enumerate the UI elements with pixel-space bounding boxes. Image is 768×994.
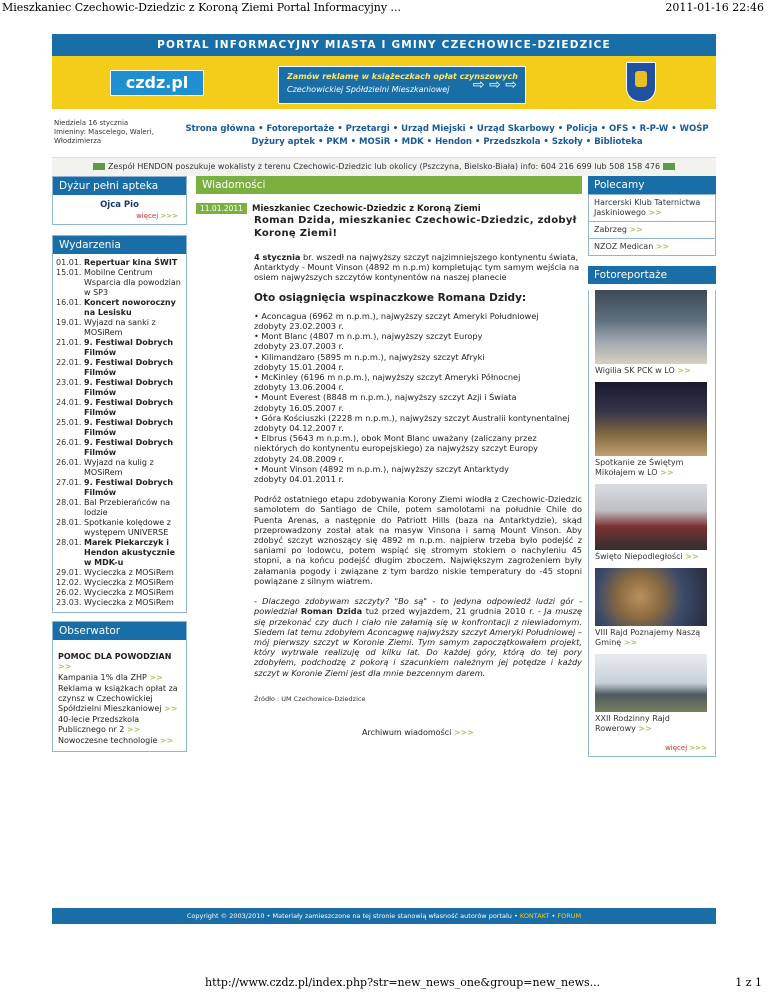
news-heading: Wiadomości <box>196 176 582 194</box>
footer <box>52 908 716 924</box>
event-item[interactable] <box>56 498 183 518</box>
nav-line-1[interactable]: Strona główna • Fotoreportaże • Przetargi • Urząd Miejski • Urząd Skarbowy • Policja • OFS • R-P-W • WOŚP <box>185 124 709 134</box>
event-title[interactable]: 9. Festiwal Dobrych Filmów <box>84 398 174 417</box>
arrow-icon: >> <box>655 242 670 251</box>
event-title[interactable]: Wyjazd na sanki z MOSiRem <box>84 318 156 337</box>
event-date: 01.01. <box>56 258 82 267</box>
print-header <box>0 0 768 16</box>
event-title[interactable]: Koncert noworoczny na Lesisku <box>84 298 176 317</box>
arrow-icon: >>> <box>689 744 707 752</box>
arrow-icon: >>> <box>453 727 474 737</box>
arrow-icon: >> <box>629 225 643 234</box>
observer-heading: Obserwator <box>53 622 186 640</box>
photo-caption-label: Wigilia SK PCK w LO <box>595 366 675 375</box>
photos-more-link[interactable] <box>589 744 715 752</box>
site <box>52 34 716 752</box>
footer-separator: • <box>549 912 558 920</box>
event-item[interactable] <box>56 398 183 418</box>
event-date: 28.01. <box>56 538 82 547</box>
achievement-line: zdobyty 23.02.2003 r. <box>254 321 344 332</box>
arrow-icon: >> <box>149 673 163 682</box>
event-item[interactable] <box>56 518 183 538</box>
arrow-icon: >> <box>58 662 72 671</box>
observer-item-label: Reklama w książkach opłat za czynsz w Czechowickiej Spółdzielni Mieszkaniowej <box>58 684 178 713</box>
event-item[interactable] <box>56 298 183 318</box>
nav-row <box>52 109 716 158</box>
article-date: 11.01.2011 <box>196 203 247 214</box>
achievement-line: • Góra Kościuszki (2228 m n.p.m.), najwyższy szczyt Australii kontynentalnej <box>254 412 570 423</box>
achievement-line: zdobyty 04.12.2007 r. <box>254 423 344 434</box>
more-label: więcej <box>136 212 159 220</box>
event-title[interactable]: Bal Przebierańców na lodzie <box>84 498 171 517</box>
achievement-line: • Mount Vinson (4892 m n.p.m.), najwyższy szczyt Antarktydy <box>254 463 510 474</box>
event-date: 24.01. <box>56 398 82 407</box>
photo-caption[interactable] <box>589 550 715 562</box>
photo-caption[interactable] <box>589 712 715 734</box>
achievement-line: • Mount Everest (8848 m n.p.m.), najwyższy szczyt Azji i Świata <box>254 392 517 403</box>
events-heading: Wydarzenia <box>53 236 186 254</box>
ticker-icon <box>663 163 675 170</box>
event-item[interactable] <box>56 338 183 358</box>
ad-banner[interactable] <box>278 66 526 104</box>
article-headline: Roman Dzida, mieszkaniec Czechowic-Dziedzic, zdobył Koronę Ziemi! <box>254 215 577 239</box>
date-block <box>54 119 164 146</box>
photo-caption-label: XXII Rodzinny Rajd Rowerowy <box>595 714 670 733</box>
nameday-line: Imieniny: Mascelego, Waleri, Włodzimierza <box>54 128 154 145</box>
event-item[interactable] <box>56 268 183 298</box>
banner <box>52 56 716 109</box>
copyright-text: Copyright © 2003/2010 • Materiały zamieszczone na tej stronie stanowią własność autorów portalu • <box>186 912 520 920</box>
photo-caption[interactable] <box>589 456 715 478</box>
photo-thumbnail[interactable] <box>595 568 707 626</box>
event-date: 29.01. <box>56 568 82 577</box>
print-title: Mieszkaniec Czechowic-Dziedzic z Koroną Ziemi Portal Informacyjny ... <box>2 1 402 14</box>
photo-caption[interactable] <box>589 364 715 376</box>
event-title[interactable]: Repertuar kina ŚWIT <box>84 258 178 267</box>
article-source: Źródło : UM Czechowice-Dziedzice <box>254 694 366 703</box>
article-paragraph: Podróż ostatniego etapu zdobywania Korony Ziemi wiodła z Czechowic-Dziedzic samolotem do Santiago de Chile, potem samolotami na południe Chile do Puenta Arenas, a następnie do Patriott Hills (baza na Antarktydzie), skąd przeprowadzony został atak na masyw Vinsona i samą Mount Vinson. Aby zdobyć szczyt wznoszący się 4892 m n.p.m. najpierw trzeba było podejść z saniami po lodowcu, potem wspiąć się stromym stokiem o nachyleniu 45 stopni, a na końcu podejść długim zboczem. Największym zagrożeniem były załamania pogody i związane z tym bardzo niskie temperatury do -45 stopni powiązane z silnym wiatrem. <box>254 494 582 586</box>
event-item[interactable] <box>56 578 183 588</box>
event-title[interactable]: Wycieczka z MOSiRem <box>84 568 174 577</box>
event-date: 26.02. <box>56 588 82 597</box>
right-column <box>588 176 716 757</box>
archive-label: Archiwum wiadomości <box>362 727 452 737</box>
event-title[interactable]: 9. Festiwal Dobrych Filmów <box>84 358 174 377</box>
recommended-label: Zabrzeg <box>594 225 627 234</box>
event-title[interactable]: Mobilne Centrum Wsparcia dla powodzian w SP3 <box>84 268 181 297</box>
event-title[interactable]: 9. Festiwal Dobrych Filmów <box>84 438 174 457</box>
lead-date: 4 stycznia <box>254 252 301 262</box>
event-item[interactable] <box>56 358 183 378</box>
observer-item-label: Nowoczesne technologie <box>58 736 158 745</box>
event-title[interactable]: Marek Piekarczyk i Hendon akustycznie w MDK-u <box>84 538 175 567</box>
achievement-line: • Mont Blanc (4807 m n.p.m.), najwyższy szczyt Europy <box>254 331 483 342</box>
article-body <box>196 214 582 738</box>
event-title[interactable]: 9. Festiwal Dobrych Filmów <box>84 338 174 357</box>
arrow-icons: ⇨ ⇨ ⇨ <box>472 77 517 93</box>
observer-item-label: POMOC DLA POWODZIAN <box>58 652 172 661</box>
event-date: 28.01. <box>56 498 82 507</box>
article-quote <box>254 596 582 678</box>
article-lead <box>254 252 582 283</box>
event-item[interactable] <box>56 588 183 598</box>
ticker-icon <box>93 163 105 170</box>
event-title[interactable]: Wycieczka z MOSiRem <box>84 588 174 597</box>
event-date: 26.01. <box>56 458 82 467</box>
photo-thumbnail[interactable] <box>595 290 707 364</box>
event-date: 28.01. <box>56 518 82 527</box>
event-item[interactable] <box>56 438 183 458</box>
achievement-line: zdobyty 04.01.2011 r. <box>254 474 344 485</box>
more-label: więcej <box>665 744 688 752</box>
date-line: Niedziela 16 stycznia <box>54 119 129 127</box>
arrow-icon: >> <box>648 208 662 217</box>
archive-link[interactable] <box>254 728 582 738</box>
print-url: http://www.czdz.pl/index.php?str=new_news_one&group=new_news... <box>205 976 601 989</box>
event-date: 19.01. <box>56 318 82 327</box>
event-item[interactable] <box>56 458 183 478</box>
achievement-line: zdobyty 16.05.2007 r. <box>254 402 344 413</box>
recommended-label: NZOZ Medican <box>594 242 654 251</box>
achievement-line: zdobyty 24.08.2009 r. <box>254 453 344 464</box>
event-title[interactable]: Wyjazd na kulig z MOSiRem <box>84 458 154 477</box>
arrow-icon: >> <box>159 736 174 745</box>
achievements-list <box>254 311 582 484</box>
site-logo[interactable]: czdz.pl <box>110 70 204 96</box>
arrow-icon: >> <box>677 366 691 375</box>
achievement-line: zdobyty 15.01.2004 r. <box>254 361 344 372</box>
observer-box <box>52 621 187 752</box>
event-item[interactable] <box>56 538 183 568</box>
portal-title: PORTAL INFORMACYJNY MIASTA I GMINY CZECHOWICE-DZIEDZICE <box>52 34 716 56</box>
main-column <box>196 176 582 737</box>
pharmacy-heading: Dyżur pełni apteka <box>53 177 186 195</box>
observer-list <box>53 640 186 751</box>
photo-thumbnail[interactable] <box>595 484 707 550</box>
achievements-heading: Oto osiągnięcia wspinaczkowe Romana Dzidy: <box>254 291 527 304</box>
event-date: 23.03. <box>56 598 82 607</box>
events-box <box>52 235 187 613</box>
event-date: 22.01. <box>56 358 82 367</box>
arrow-icon: >> <box>685 552 699 561</box>
pharmacy-name[interactable]: Ojca Pio <box>100 200 139 210</box>
event-date: 16.01. <box>56 298 82 307</box>
contact-link[interactable]: KONTAKT <box>519 912 550 920</box>
achievement-line: zdobyty 13.06.2004 r. <box>254 382 344 393</box>
photo-thumbnail[interactable] <box>595 382 707 456</box>
print-page: 1 z 1 <box>735 976 762 989</box>
photo-caption[interactable] <box>589 626 715 648</box>
left-column <box>52 176 187 752</box>
photos-heading: Fotoreportaże <box>588 266 716 284</box>
arrow-icon: >> <box>660 468 674 477</box>
event-date: 25.01. <box>56 418 82 427</box>
quote-name: Roman Dzida <box>300 606 363 617</box>
observer-item[interactable] <box>58 715 181 735</box>
ad-line1: Zamów reklamę w książeczkach opłat czynszowych <box>287 72 518 81</box>
event-title[interactable]: 9. Festiwal Dobrych Filmów <box>84 478 174 497</box>
observer-item-label: 40-lecie Przedszkola Publicznego nr 2 <box>58 715 140 734</box>
observer-item[interactable] <box>58 736 181 746</box>
photo-thumbnail[interactable] <box>595 654 707 712</box>
pharmacy-box <box>52 176 187 225</box>
photo-caption-label: Spotkanie ze Świętym Mikołajem w LO <box>595 458 684 477</box>
news-ticker <box>52 158 716 176</box>
arrow-icon: >>> <box>160 212 178 220</box>
nav-line-2[interactable]: Dyżury aptek • PKM • MOSiR • MDK • Hendon • Przedszkola • Szkoły • Biblioteka <box>251 137 643 147</box>
ad-line2: Czechowickiej Spółdzielni Mieszkaniowej <box>287 85 450 94</box>
achievement-line: • McKinley (6196 m n.p.m.), najwyższy szczyt Ameryki Północnej <box>254 372 521 383</box>
photo-list <box>588 290 716 757</box>
achievement-line: • Elbrus (5643 m n.p.m.), obok Mont Blanc uważany (zaliczany przez niektórych do kontynentu europejskiego) za najwyższy szczyt Europy <box>254 433 539 454</box>
event-item[interactable] <box>56 478 183 498</box>
recommended-item[interactable] <box>588 239 716 256</box>
event-date: 26.01. <box>56 438 82 447</box>
achievement-line: zdobyty 23.07.2003 r. <box>254 341 344 352</box>
event-date: 23.01. <box>56 378 82 387</box>
event-title[interactable]: Spotkanie kolędowe z występem UNIVERSE <box>84 518 171 537</box>
event-title[interactable]: 9. Festiwal Dobrych Filmów <box>84 418 174 437</box>
photo-caption-label: VIII Rajd Poznajemy Naszą Gminę <box>595 628 701 647</box>
arrow-icon: >> <box>126 725 141 734</box>
print-datetime: 2011-01-16 22:46 <box>665 1 764 14</box>
event-title[interactable]: Wycieczka z MOSiRem <box>84 598 174 607</box>
photo-caption-label: Święto Niepodległości <box>595 552 683 561</box>
event-title[interactable]: 9. Festiwal Dobrych Filmów <box>84 378 174 397</box>
event-item[interactable] <box>56 378 183 398</box>
event-date: 27.01. <box>56 478 82 487</box>
event-item[interactable] <box>56 598 183 608</box>
quote-text: - Ja muszę się przekonać czy duch i ciało nie załamią się w konfrontacji z niewiadomym. Siedem lat temu zdobyłem Aconcagwę najwyższy szczyt Ameryki Południowej – mój pierwszy szczyt w Koronie Ziemi. Tym samym zapoczątkowałem projekt, który wytrwale realizuję od kilku lat. Do każdej góry, którą do tej pory zdobyłem, podchodzę z pokorą i szacunkiem należnym jej potędze i każdy szczyt w Koronie Ziemi jest dla mnie bezcennym darem. <box>254 606 582 678</box>
quote-mid: tuż przed wyjazdem, 21 grudnia 2010 r. <box>362 606 538 617</box>
recommended-label: Harcerski Klub Taternictwa Jaskiniowego <box>594 198 701 217</box>
achievement-line: • Aconcagua (6962 m n.p.m.), najwyższy szczyt Ameryki Południowej <box>254 310 539 321</box>
coat-of-arms-icon <box>626 62 656 102</box>
pharmacy-more-link[interactable] <box>53 212 186 224</box>
recommended-item[interactable] <box>588 222 716 239</box>
arrow-icon: >> <box>623 638 638 647</box>
recommended-list <box>588 194 716 256</box>
observer-item[interactable] <box>58 684 181 714</box>
lead-text: br. wszedł na najwyższy szczyt najzimniejszego kontynentu świata, Antarktydy - Mount Vinson (4892 m n.p.m) kompletując tym samym wejścia na osiem najwyższych szczytów kontynentów na naszej planecie <box>254 252 580 283</box>
event-title[interactable]: Wycieczka z MOSiRem <box>84 578 174 587</box>
quote-intro: - Dlaczego zdobywam szczyty? "Bo są" - to jedyna odpowiedź ludzi gór - powiedział <box>254 596 582 617</box>
event-item[interactable] <box>56 318 183 338</box>
observer-item-label: Kampania 1% dla ZHP <box>58 673 147 682</box>
event-date: 21.01. <box>56 338 82 347</box>
event-item[interactable] <box>56 568 183 578</box>
recommended-item[interactable] <box>588 194 716 222</box>
observer-item[interactable] <box>58 673 181 683</box>
event-item[interactable] <box>56 258 183 268</box>
ticker-text[interactable]: Zespół HENDON poszukuje wokalisty z terenu Czechowic-Dziedzic lub okolicy (Pszczyna, Bielsko-Biała) info: 604 216 699 lub 508 158 476 <box>107 162 661 171</box>
events-list <box>53 254 186 612</box>
observer-item[interactable] <box>58 652 181 672</box>
event-item[interactable] <box>56 418 183 438</box>
article-title: Mieszkaniec Czechowic-Dziedzic z Koroną Ziemi <box>252 204 481 214</box>
event-date: 12.02. <box>56 578 82 587</box>
arrow-icon: >> <box>164 704 178 713</box>
arrow-icon: >> <box>638 724 652 733</box>
forum-link[interactable]: FORUM <box>557 912 582 920</box>
main-nav <box>182 123 712 149</box>
recommended-heading: Polecamy <box>588 176 716 194</box>
achievement-line: • Kilimandżaro (5895 m n.p.m.), najwyższy szczyt Afryki <box>254 351 485 362</box>
event-date: 15.01. <box>56 268 82 277</box>
